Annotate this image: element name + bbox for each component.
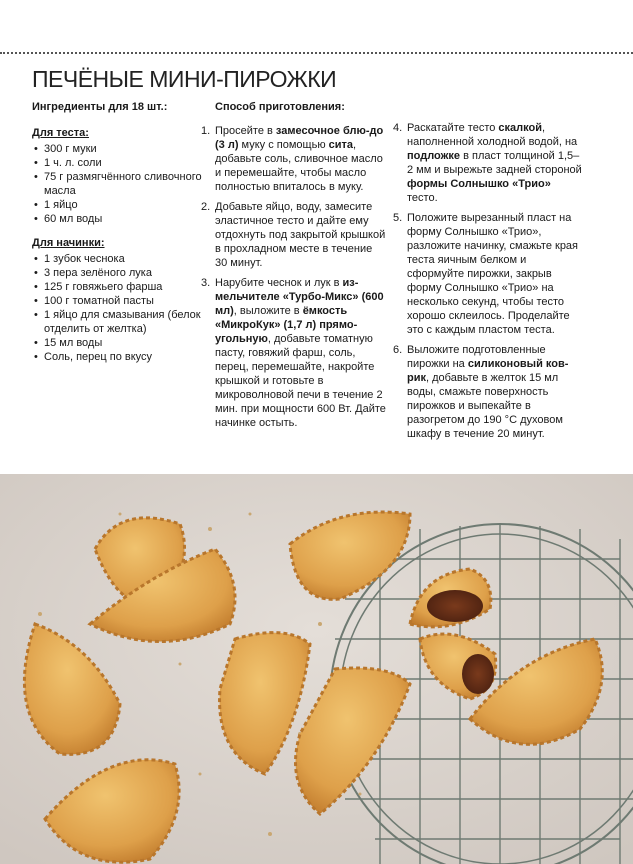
method-column-right xyxy=(393,121,583,447)
list-item: • 1 ч. л. соли xyxy=(32,156,202,170)
step-text: , добавьте в желток 15 мл воды, смажьте поверхность пирожков и выпекайте в разогретом до 190 °С духовом шкафу в течение 20 минут. xyxy=(407,372,563,440)
step-text-bold: подложке xyxy=(407,150,461,162)
step-text: Нарубите чеснок и лук в xyxy=(215,277,343,289)
method-step xyxy=(201,124,386,194)
step-text: в пласт толщиной 1,5–2 мм и вырежьте задней стороной xyxy=(407,150,582,176)
step-text: Раскатайте тесто xyxy=(407,122,499,134)
list-item: • 1 яйцо xyxy=(32,198,202,212)
step-text: , наполненной холодной водой, на xyxy=(407,122,578,148)
step-number: 4. xyxy=(393,122,403,134)
method-step xyxy=(393,121,583,205)
method-step xyxy=(201,276,386,430)
list-item: • 3 пера зелёного лука xyxy=(32,266,202,280)
step-number: 2. xyxy=(201,201,211,213)
step-text-bold: сита xyxy=(328,139,354,151)
step-text: Добавьте яйцо, воду, замесите эластичное тесто и дайте ему отдохнуть под закрытой крышкой в прохладном месте в течение 30 минут. xyxy=(215,201,386,269)
ingredients-column xyxy=(32,100,202,364)
step-text: Выложите подготовленные пирожки на xyxy=(407,344,546,370)
list-item: • Соль, перец по вкусу xyxy=(32,350,202,364)
recipe-title: ПЕЧЁНЫЕ МИНИ-ПИРОЖКИ xyxy=(32,66,337,92)
step-text-bold: скалкой xyxy=(498,122,542,134)
ingredients-header: Ингредиенты для 18 шт.: xyxy=(32,101,168,113)
list-item: • 75 г размягчённого сливочного масла xyxy=(32,170,202,198)
list-item: • 100 г томатной пасты xyxy=(32,294,202,308)
step-number: 6. xyxy=(393,344,403,356)
step-number: 1. xyxy=(201,125,211,137)
dough-title: Для теста: xyxy=(32,127,89,139)
list-item: • 1 зубок чеснока xyxy=(32,252,202,266)
filling-list xyxy=(32,252,202,364)
step-text-bold: ёмкость «МикроКук» (1,7 л) прямо-угольную xyxy=(215,305,358,345)
step-text-bold: замесочное блю-до (3 л) xyxy=(215,125,384,151)
list-item: • 60 мл воды xyxy=(32,212,202,226)
step-text-bold: формы Солнышко «Трио» xyxy=(407,178,551,190)
step-text: , добавьте томатную пасту, говяжий фарш, соль, перец, перемешайте, накройте крышкой и готовьте в микроволновой печи в течение 2 мин. при мощности 600 Вт. Дайте начинке остыть. xyxy=(215,333,386,429)
list-item: • 300 г муки xyxy=(32,142,202,156)
list-item: • 15 мл воды xyxy=(32,336,202,350)
method-step xyxy=(393,211,583,337)
method-step xyxy=(201,200,386,270)
method-column-left xyxy=(201,100,386,436)
step-text: муку с помощью xyxy=(238,139,329,151)
step-number: 5. xyxy=(393,212,403,224)
step-text: , выложите в xyxy=(233,305,303,317)
step-text: тесто. xyxy=(407,192,438,204)
method-header: Способ приготовления: xyxy=(215,101,345,113)
step-text-bold: из-мельчителе «Турбо-Микс» (600 мл) xyxy=(215,277,384,317)
list-item: • 1 яйцо для смазывания (белок отделить от желтка) xyxy=(32,308,202,336)
method-step xyxy=(393,343,583,441)
step-text: , добавьте соль, сливочное масло и перемешайте, чтобы масло полностью впиталось в муку. xyxy=(215,139,383,193)
step-text: Просейте в xyxy=(215,125,276,137)
dough-list xyxy=(32,142,202,226)
list-item: • 125 г говяжьего фарша xyxy=(32,280,202,294)
step-number: 3. xyxy=(201,277,211,289)
food-photo xyxy=(0,474,633,864)
step-text: Положите вырезанный пласт на форму Солнышко «Трио», разложите начинку, смажьте края теста яичным белком и сформуйте пирожки, закрыв форму Солнышко «Трио» на несколько секунд, чтобы тесто хорошо склеилось. Проделайте это с каждым пластом теста. xyxy=(407,212,579,336)
step-text-bold: силиконовый ков-рик xyxy=(407,358,569,384)
dotted-rule xyxy=(0,52,633,54)
filling-title: Для начинки: xyxy=(32,237,105,249)
